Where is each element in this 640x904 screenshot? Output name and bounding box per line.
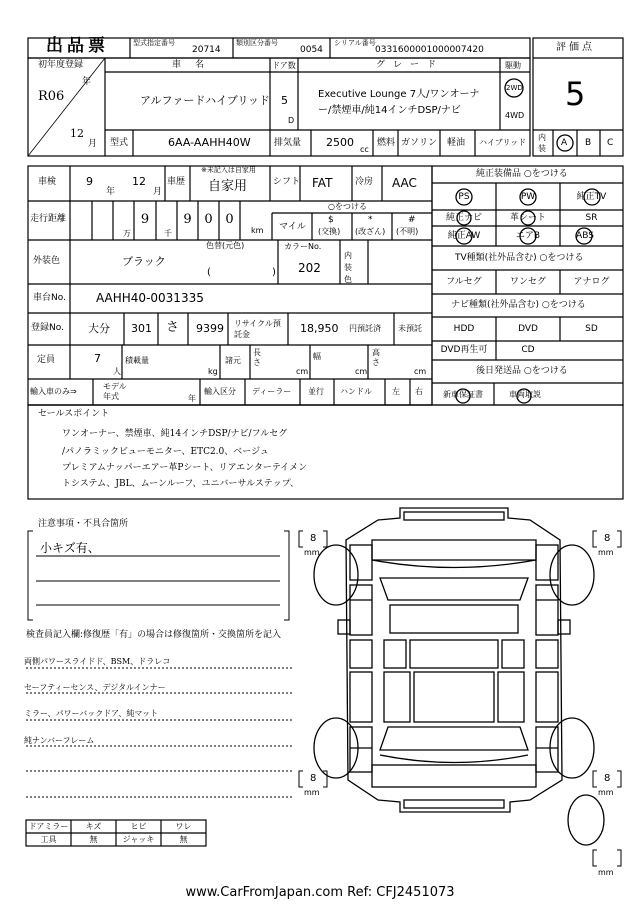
- recycle-unpaid: 未預託: [398, 324, 422, 333]
- equip-sunroof: SR: [585, 213, 598, 223]
- plate-area: 大分: [88, 322, 110, 335]
- equip-tv: 純正TV: [576, 192, 607, 202]
- tv-oneseg: ワンセグ: [509, 277, 546, 287]
- drive-label: 駆動: [505, 61, 521, 70]
- plate-label: 登録No.: [31, 323, 64, 333]
- bottom-r4: 無: [179, 835, 188, 844]
- ext-color-label: 外装色: [33, 256, 61, 266]
- height-label: 高さ: [372, 348, 380, 367]
- tire-fr-value: 8: [604, 533, 611, 544]
- width-label: 幅: [313, 352, 321, 361]
- model-year-label: モデル年式: [103, 382, 127, 401]
- fuel-diesel: 軽油: [447, 138, 466, 148]
- odo-mile: マイル: [279, 222, 306, 232]
- interior-label: 内装: [538, 133, 546, 153]
- shaken-month: 12: [132, 175, 146, 188]
- odo-digit-6: 0: [225, 212, 234, 227]
- ac-label: 冷房: [355, 177, 374, 187]
- dims-label: 諸元: [225, 356, 241, 365]
- bottom-h3: ヒビ: [130, 822, 147, 831]
- fuel-label: 燃料: [377, 138, 396, 148]
- first-reg-tsuki: 月: [88, 139, 98, 149]
- equip-ps: PS: [458, 192, 470, 202]
- length-label: 長さ: [253, 348, 261, 367]
- model-label: 型式: [110, 138, 129, 148]
- footer-watermark: www.CarFromJapan.com Ref: CFJ2451073: [185, 885, 455, 900]
- inspector-line-2: セーフティーセンス、デジタルインナー: [24, 683, 166, 692]
- capacity-unit: 人: [113, 367, 121, 376]
- shaken-tsuki: 月: [153, 187, 163, 197]
- inspector-line-3: ミラー、パワーバックドア、純マット: [24, 709, 159, 718]
- car-diagram: [314, 508, 604, 845]
- notes-text: 小キズ有、: [40, 541, 100, 555]
- plate-number: 9399: [196, 322, 224, 335]
- type-number-value: 20714: [192, 45, 221, 55]
- sales-line-3: プレミアムナッパーエアー革Pシート、リアエンターテイメン: [62, 463, 308, 473]
- inspector-title: 検査員記入欄:修復歴「有」の場合は修復箇所・交換箇所を記入: [26, 630, 282, 640]
- equip-pw: PW: [520, 192, 536, 202]
- tv-title: TV種類(社外品含む) ○をつける: [455, 253, 584, 263]
- paren-open: (: [207, 267, 211, 278]
- shaken-nen: 年: [106, 187, 116, 197]
- equip-title: 純正装備品 ○をつける: [476, 169, 568, 179]
- odo-km: km: [251, 226, 264, 235]
- tire-rr-value: 8: [604, 773, 611, 784]
- import-label: 輸入車のみ⇒: [30, 387, 77, 396]
- history-note: ※未記入は自家用: [201, 166, 256, 174]
- odo-hash: #: [408, 215, 416, 225]
- paren-close: ): [272, 267, 276, 278]
- bottom-r1: 工具: [40, 835, 57, 844]
- tire-fl-unit: mm: [304, 548, 320, 557]
- tire-spare-unit: mm: [598, 868, 614, 877]
- load-label: 積載量: [125, 356, 149, 365]
- interior-b: B: [585, 138, 592, 148]
- shaken-year: 9: [86, 175, 93, 188]
- drive-2wd: 2WD: [506, 84, 523, 92]
- capacity-label: 定員: [37, 355, 56, 365]
- equip-aw: 純正AW: [447, 231, 481, 241]
- model-year-nen: 年: [188, 394, 196, 403]
- equip-airbag: エアB: [515, 231, 541, 241]
- tire-rl-value: 8: [310, 773, 317, 784]
- class-number-label: 類別区分番号: [236, 39, 278, 47]
- color-no-value: 202: [298, 261, 321, 275]
- grade-line2: ー/禁煙車/純14インチDSP/ナビ: [318, 105, 461, 116]
- odo-circle-note: ○をつける: [328, 202, 367, 211]
- navi-dvd: DVD: [518, 324, 538, 334]
- bottom-r3: ジャッキ: [122, 835, 155, 844]
- color-no-label: カラーNo.: [284, 242, 322, 251]
- inspector-line-1: 両側パワースライドド、BSM、ドラレコ: [24, 657, 171, 666]
- displacement-value: 2500: [326, 136, 354, 149]
- history-label: 車歴: [167, 177, 186, 187]
- mileage-label: 走行距離: [30, 214, 67, 224]
- docs-manual: 車両取説: [509, 390, 541, 399]
- history-value: 自家用: [208, 179, 248, 194]
- odo-dollar: $: [328, 215, 334, 225]
- first-reg-nen: 年: [82, 77, 92, 87]
- tire-rl-unit: mm: [304, 788, 320, 797]
- bottom-r2: 無: [89, 835, 98, 844]
- serial-label: シリアル番号: [334, 39, 376, 47]
- odo-star: *: [368, 215, 373, 225]
- form-title: 出品票: [46, 36, 109, 56]
- bottom-h4: ワレ: [175, 822, 192, 831]
- car-name-label: 車名: [172, 60, 219, 70]
- odo-digit-3: 9: [140, 212, 150, 227]
- type-number-label: 型式指定番号: [133, 39, 175, 47]
- inspector-line-4: 純ナンバーフレーム: [24, 736, 95, 745]
- odo-fumei: (不明): [396, 227, 419, 236]
- first-reg-month: 12: [70, 127, 84, 140]
- recycle-paid: 円預託済: [349, 324, 381, 333]
- shift-label: シフト: [273, 177, 301, 187]
- shift-value: FAT: [312, 176, 333, 190]
- plate-class: 301: [131, 322, 152, 335]
- car-name-value: アルファードハイブリッド: [140, 94, 270, 107]
- tv-analog: アナログ: [573, 277, 610, 287]
- length-cm: cm: [296, 367, 309, 376]
- equip-navi: 純正ナビ: [445, 213, 482, 223]
- odo-sen: 千: [164, 229, 172, 238]
- model-value: 6AA-AAHH40W: [168, 136, 251, 149]
- int-color-label: 内装色: [344, 251, 352, 284]
- tire-rr-unit: mm: [598, 788, 614, 797]
- fuel-gasoline: ガソリン: [401, 138, 438, 148]
- dvd-playback: DVD再生可: [440, 345, 488, 355]
- serial-value: 0331600001000007420: [375, 45, 484, 55]
- sales-line-1: ワンオーナー、禁煙車、純14インチDSP/ナビ/フルセグ: [62, 429, 288, 439]
- docs-warranty: 新車保証書: [443, 390, 483, 399]
- odo-kokan: (交換): [318, 227, 341, 236]
- odo-digit-4: 9: [183, 212, 192, 227]
- grade-label: グレード: [376, 60, 445, 70]
- first-reg-year: R06: [38, 89, 65, 104]
- recycle-label: リサイクル預託金: [234, 319, 281, 339]
- interior-c: C: [607, 138, 614, 148]
- import-parallel: 並行: [308, 387, 324, 396]
- import-dealer: ディーラー: [252, 387, 292, 396]
- doors-label: ドア数: [272, 61, 296, 70]
- width-cm: cm: [355, 367, 368, 376]
- first-reg-label: 初年度登録: [38, 60, 84, 70]
- bottom-h1: ドアミラー: [28, 822, 69, 831]
- tv-fullseg: フルセグ: [446, 277, 482, 287]
- odo-kaizan: (改ざん): [355, 227, 386, 236]
- fuel-hybrid: ハイブリッド: [479, 138, 527, 147]
- equip-leather: 革シート: [509, 213, 546, 223]
- sales-line-2: /パノラミックビューモニター、ETC2.0、ベージュ: [62, 447, 269, 457]
- height-cm: cm: [414, 367, 427, 376]
- ac-value: AAC: [392, 176, 417, 190]
- cd-label: CD: [521, 345, 535, 355]
- odo-man: 万: [123, 229, 131, 238]
- import-type-label: 輸入区分: [204, 387, 236, 396]
- chassis-value: AAHH40-0031335: [96, 291, 204, 305]
- doors-unit: D: [288, 116, 295, 125]
- interior-a: A: [561, 138, 568, 148]
- equip-abs: ABS: [576, 231, 594, 241]
- plate-kana: さ: [166, 320, 180, 335]
- drive-4wd: 4WD: [505, 111, 525, 120]
- class-number-value: 0054: [300, 45, 323, 55]
- sales-title: セールスポイント: [38, 409, 110, 419]
- handle-label: ハンドル: [340, 387, 372, 396]
- odo-digit-5: 0: [204, 212, 213, 227]
- displacement-unit: cc: [360, 145, 369, 154]
- docs-title: 後日発送品 ○をつける: [476, 366, 568, 376]
- shaken-label: 車検: [38, 177, 57, 187]
- navi-title: ナビ種類(社外品含む) ○をつける: [451, 300, 586, 310]
- handle-left: 左: [392, 387, 400, 396]
- chassis-label: 車台No.: [33, 293, 66, 303]
- load-unit: kg: [208, 367, 218, 376]
- recycle-value: 18,950: [300, 322, 339, 335]
- navi-sd: SD: [585, 324, 598, 334]
- displacement-label: 排気量: [274, 138, 302, 148]
- navi-hdd: HDD: [453, 324, 475, 334]
- notes-title: 注意事項・不具合箇所: [38, 519, 129, 529]
- color-change-label: 色替(元色): [206, 241, 245, 250]
- grade-line1: Executive Lounge 7人/ワンオーナ: [318, 89, 480, 100]
- handle-right: 右: [415, 387, 423, 396]
- tire-fr-unit: mm: [598, 548, 614, 557]
- ext-color-value: ブラック: [122, 255, 166, 268]
- rating-value: 5: [565, 75, 586, 113]
- rating-label: 評価点: [556, 42, 595, 53]
- bottom-h2: キズ: [85, 822, 102, 831]
- sales-line-4: トシステム、JBL、ムーンルーフ、ユニバーサルステップ、: [62, 479, 299, 489]
- capacity-value: 7: [94, 352, 101, 365]
- doors-value: 5: [281, 94, 288, 107]
- tire-fl-value: 8: [310, 533, 317, 544]
